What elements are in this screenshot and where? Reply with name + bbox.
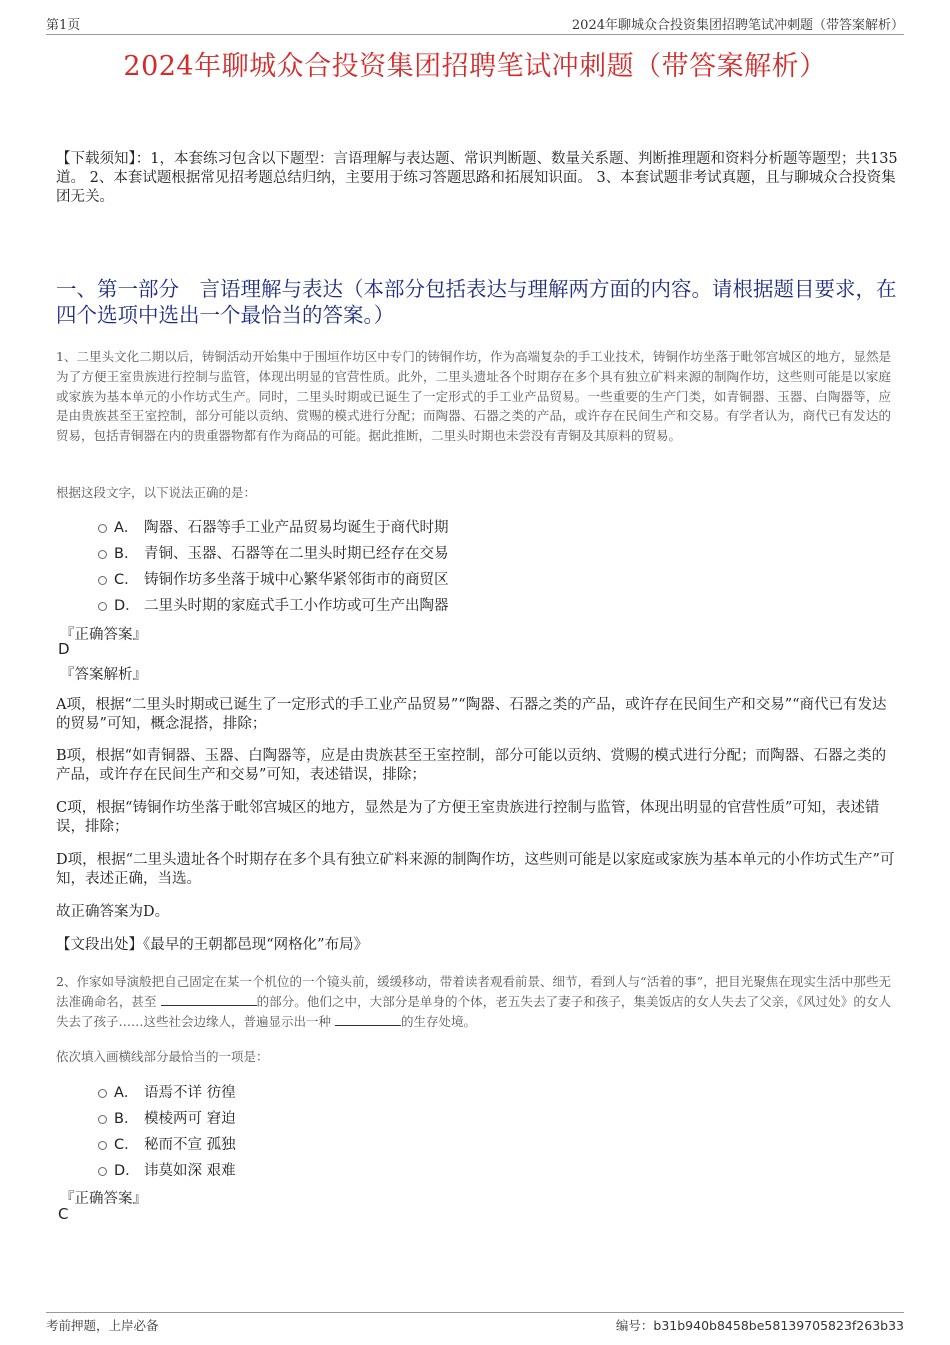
- answer-value: D: [58, 640, 70, 658]
- radio-icon[interactable]: [98, 1167, 107, 1176]
- option-b[interactable]: B． 模棱两可 窘迫: [98, 1104, 236, 1130]
- radio-icon[interactable]: [98, 524, 107, 533]
- download-notice: 【下载须知】：1，本套练习包含以下题型：言语理解与表达题、常识判断题、数量关系题、判断推理题和资料分析题等题型；共135道。 2、本套试题根据常见招考题总结归纳，主要用于练习答题思路和拓展知识面。 3、本套试题非考试真题，且与聊城众合投资集团无关。: [56, 151, 898, 205]
- radio-icon[interactable]: [98, 1115, 107, 1124]
- page-title: 2024年聊城众合投资集团招聘笔试冲刺题（带答案解析）: [123, 51, 827, 82]
- option-d[interactable]: D． 讳莫如深 艰难: [98, 1156, 236, 1182]
- fill-blank-2[interactable]: [335, 1013, 401, 1026]
- page-header: [46, 14, 904, 35]
- radio-icon[interactable]: [98, 1089, 107, 1098]
- question-1-options: [98, 513, 449, 617]
- section-title: 一、第一部分 言语理解与表达（本部分包括表达与理解两方面的内容。请根据题目要求，在四个选项中选出一个最恰当的答案。）: [56, 277, 897, 327]
- footer-code: 编号：b31b940b8458be58139705823f263b33: [615, 1318, 904, 1333]
- question-1-prompt: 根据这段文字，以下说法正确的是：: [56, 485, 257, 500]
- analysis-conclusion: 故正确答案为D。: [56, 904, 170, 920]
- option-d[interactable]: D． 二里头时期的家庭式手工小作坊或可生产出陶器: [98, 591, 449, 617]
- radio-icon[interactable]: [98, 1141, 107, 1150]
- option-a[interactable]: A． 语焉不详 彷徨: [98, 1078, 236, 1104]
- radio-icon[interactable]: [98, 550, 107, 559]
- header-doc-title: 2024年聊城众合投资集团招聘笔试冲刺题（带答案解析）: [571, 18, 904, 33]
- option-c[interactable]: C． 秘而不宣 孤独: [98, 1130, 236, 1156]
- radio-icon[interactable]: [98, 602, 107, 611]
- footer-slogan: 考前押题，上岸必备: [46, 1318, 159, 1333]
- question-2-options: [98, 1078, 236, 1182]
- analysis-c: C项，根据“铸铜作坊坐落于毗邻宫城区的地方，显然是为了方便王室贵族进行控制与监管，体现出明显的官营性质”可知，表述错误，排除；: [56, 800, 880, 835]
- radio-icon[interactable]: [98, 576, 107, 585]
- question-1-text: 1、二里头文化二期以后，铸铜活动开始集中于围垣作坊区中专门的铸铜作坊，作为高端复杂的手工业技术，铸铜作坊坐落于毗邻宫城区的地方，显然是为了方便王室贵族进行控制与监管，体现出明显的官营性质。此外，二里头遗址各个时期存在多个具有独立矿料来源的制陶作坊，这些则可能是以家庭或家族为基本单元的小作坊式生产。同时，二里头时期或已诞生了一定形式的手工业产品贸易。一些重要的生产门类，如青铜器、玉器、白陶器等，应是由贵族甚至王室控制，部分可能以贡纳、赏赐的模式进行分配；而陶器、石器之类的产品，或许存在民间生产和交易。有学者认为，商代已有发达的贸易，包括青铜器在内的贵重器物都有作为商品的可能。据此推断，二里头时期也未尝没有青铜及其原料的贸易。: [56, 349, 891, 444]
- question-2-prompt: 依次填入画横线部分最恰当的一项是：: [56, 1049, 269, 1064]
- option-a[interactable]: A． 陶器、石器等手工业产品贸易均诞生于商代时期: [98, 513, 449, 539]
- option-b[interactable]: B． 青铜、玉器、石器等在二里头时期已经存在交易: [98, 539, 449, 565]
- analysis-a: A项，根据“二里头时期或已诞生了一定形式的手工业产品贸易”“陶器、石器之类的产品，或许存在民间生产和交易”“商代已有发达的贸易”可知，概念混搭，排除；: [56, 697, 887, 732]
- analysis-d: D项，根据“二里头遗址各个时期存在多个具有独立矿料来源的制陶作坊，这些则可能是以家庭或家族为基本单元的小作坊式生产”可知，表述正确，当选。: [56, 852, 895, 887]
- answer-label: 『正确答案』: [60, 1191, 147, 1207]
- source-citation: 【文段出处】《最早的王朝都邑现“网格化”布局》: [56, 937, 369, 953]
- option-c[interactable]: C． 铸铜作坊多坐落于城中心繁华紧邻街市的商贸区: [98, 565, 449, 591]
- page-number: 第1页: [46, 18, 81, 33]
- page-footer: [46, 1312, 904, 1333]
- fill-blank-1[interactable]: [161, 993, 257, 1006]
- analysis-label: 『答案解析』: [60, 667, 147, 683]
- analysis-b: B项，根据“如青铜器、玉器、白陶器等，应是由贵族甚至王室控制，部分可能以贡纳、赏赐的模式进行分配；而陶器、石器之类的产品，或许存在民间生产和交易”可知，表述错误，排除；: [56, 748, 887, 783]
- question-2-text: 2、作家如导演般把自己固定在某一个机位的一个镜头前，缓缓移动，带着读者观看前景、细节，看到人与“活着的事”，把目光聚焦在现实生活中那些无法准确命名，甚至 的部分。他们之中，大部分是单身的个体，老五失去了妻子和孩子，集美饭店的女人失去了父亲，《风过处》的女人失去了孩子……这些社会边缘人，普遍显示出一种 的生存处境。: [56, 974, 891, 1029]
- answer-label: 『正确答案』: [60, 627, 147, 643]
- answer-value: C: [58, 1205, 69, 1223]
